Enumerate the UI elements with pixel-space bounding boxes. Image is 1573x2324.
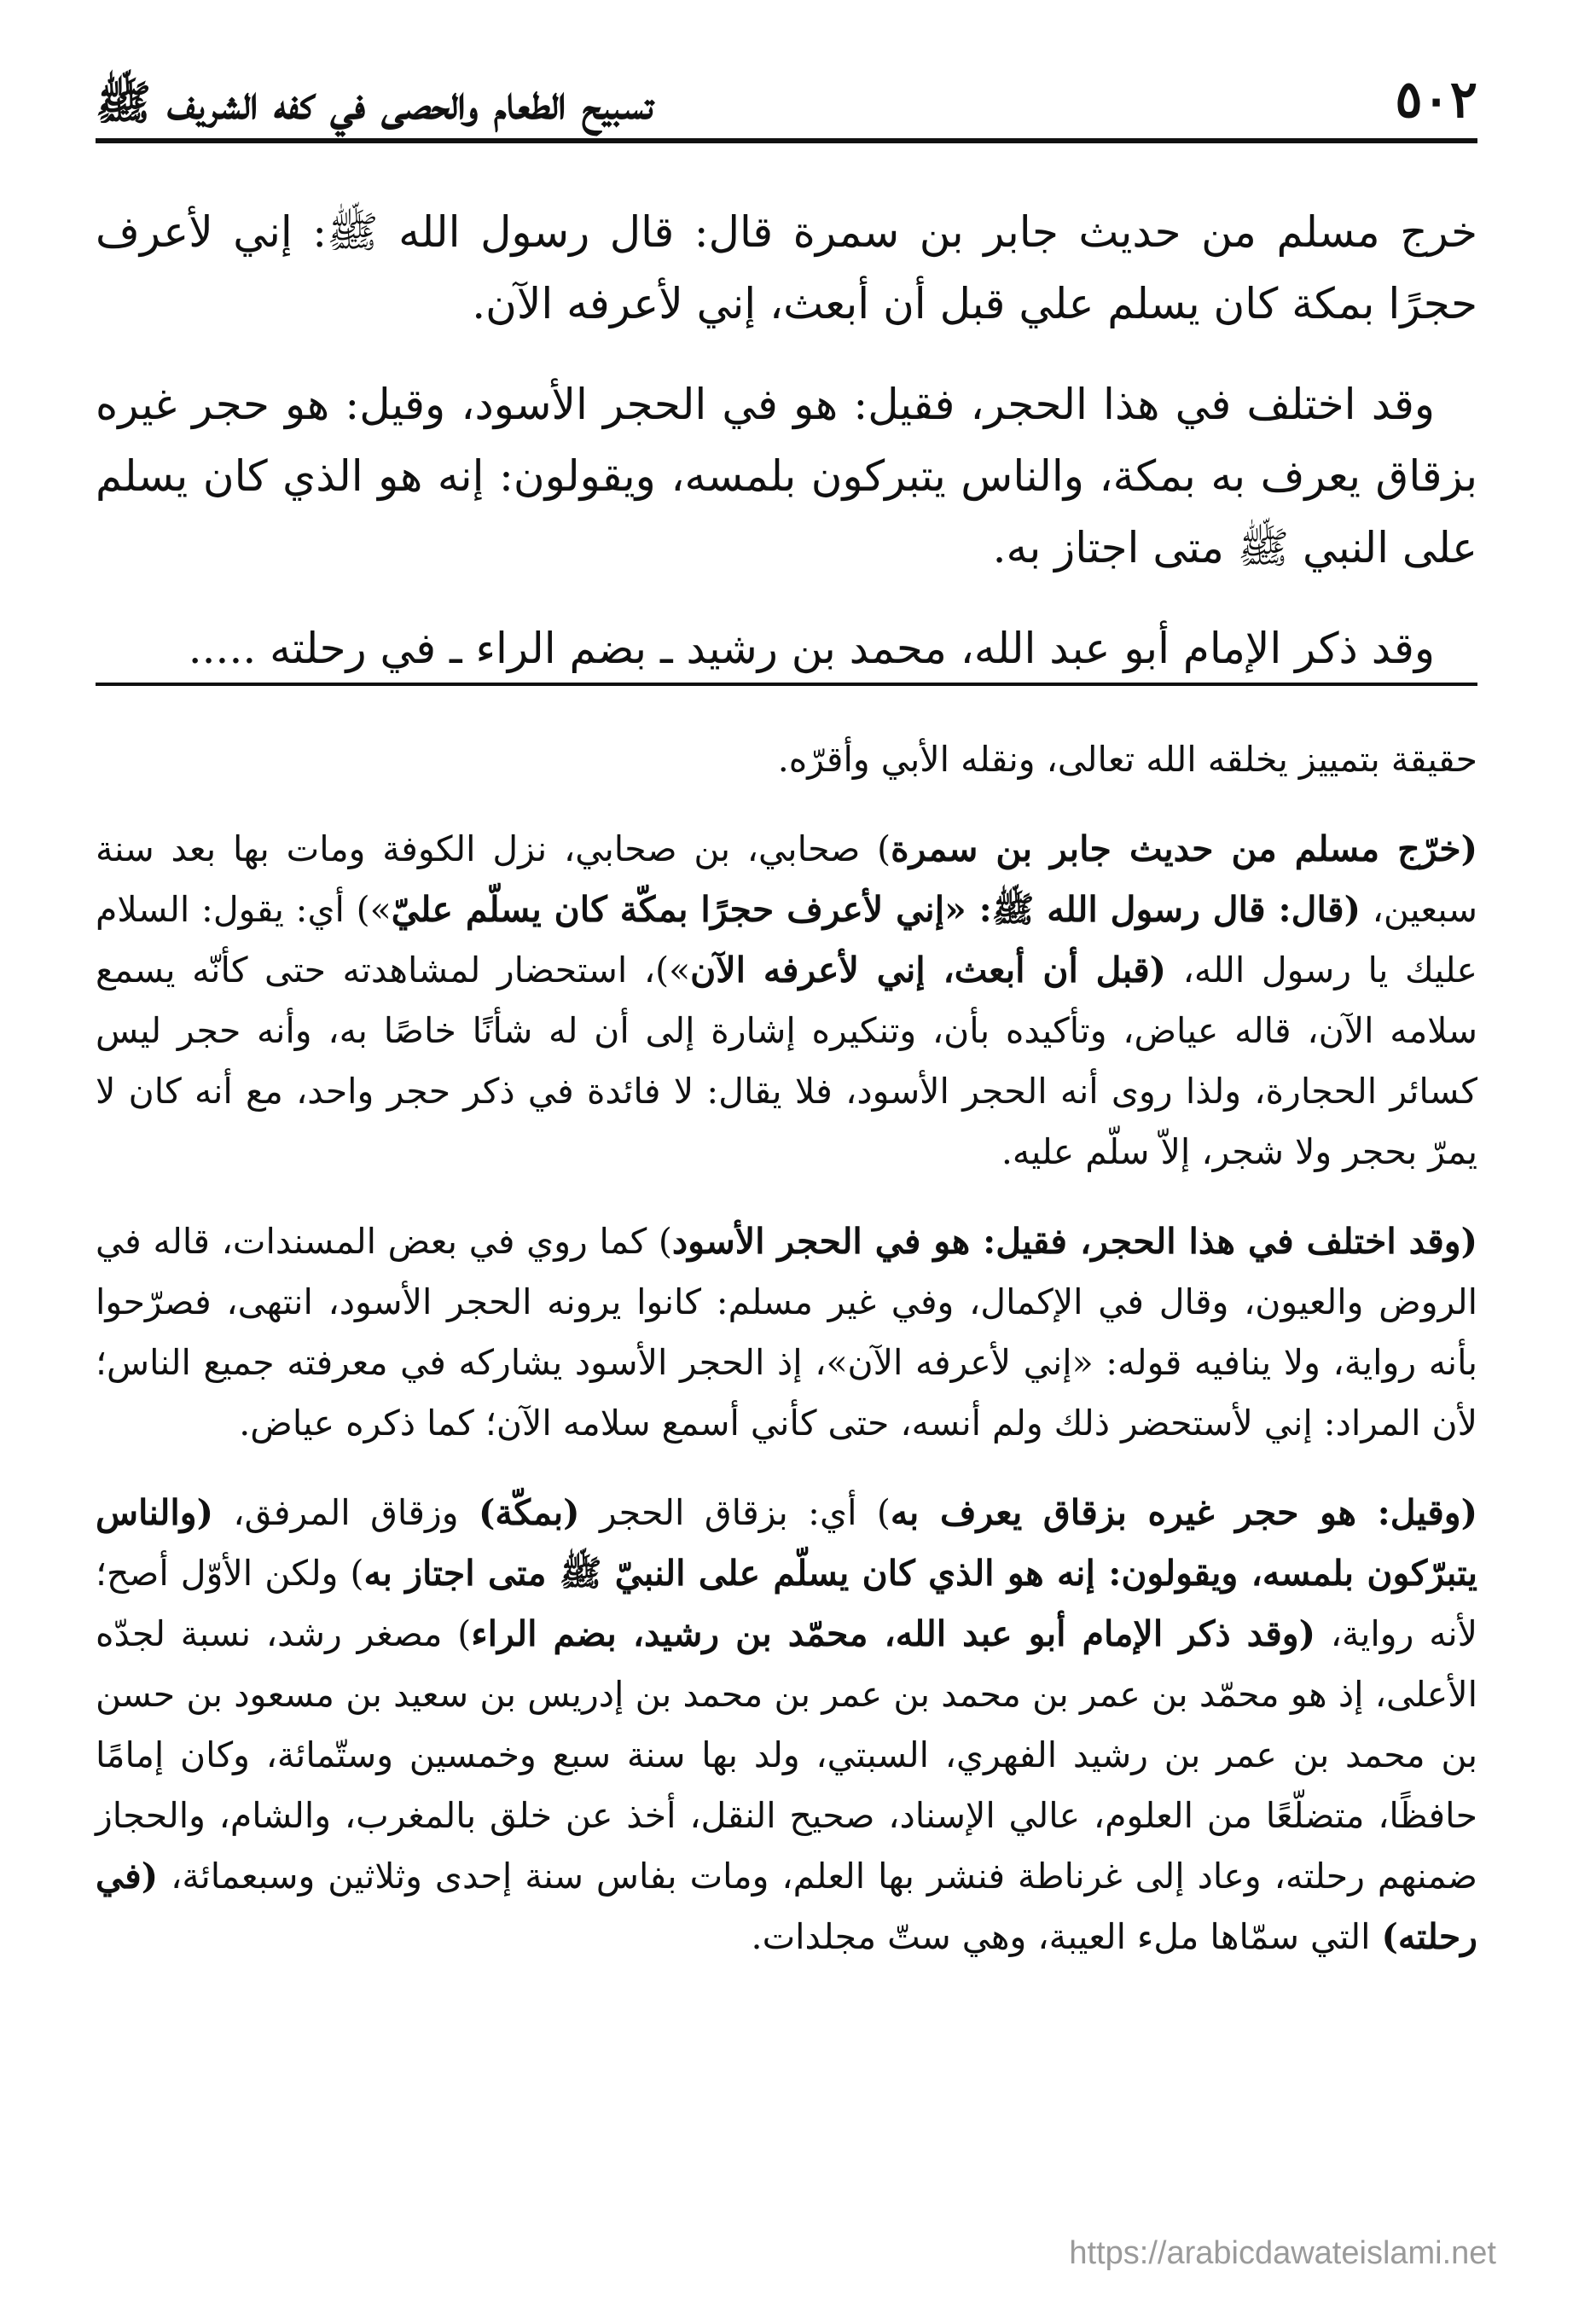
matn-paragraph: خرج مسلم من حديث جابر بن سمرة قال: قال رسول الله ﷺ: إني لأعرف حجرًا بمكة كان يسلم علي قبل أن أبعث، إني لأعرفه الآن. <box>96 207 1477 328</box>
matn-text <box>96 196 1477 684</box>
sharh-paragraph: حقيقة بتمييز يخلقه الله تعالى، ونقله الأبي وأقرّه. <box>777 739 1477 780</box>
watermark-url: https://arabicdawateislami.net <box>1069 2235 1496 2271</box>
commentary-text: ) صحابي، بن صحابي، نزل الكوفة ومات بها بعد سنة سبعين، <box>96 828 1477 930</box>
quoted-matn: (والناس يتبرّكون بلمسه، ويقولون: إنه هو الذي كان يسلّم على النبيّ ﷺ متى اجتاز به <box>96 1492 1477 1594</box>
commentary-text: ) أي: بزقاق الحجر <box>579 1492 891 1533</box>
quoted-matn: (في رحلته) <box>96 1856 1477 1957</box>
quoted-matn: (خرّج مسلم من حديث جابر بن سمرة <box>891 828 1477 869</box>
section-divider <box>96 683 1477 686</box>
running-title: تسبيح الطعام والحصى في كفه الشريف ﷺ <box>96 75 653 130</box>
quoted-matn: (بمكّة) <box>479 1492 580 1533</box>
commentary-text: ») أي: يقول: السلام عليك يا رسول الله، <box>96 889 1477 991</box>
matn-paragraph: وقد ذكر الإمام أبو عبد الله، محمد بن رشيد ـ بضم الراء ـ في رحلته ..... <box>188 624 1435 673</box>
commentary-text: »)، استحضار لمشاهدته حتى كأنّه يسمع سلامه الآن، قاله عياض، وتأكيده بأن، وتنكيره إشارة إلى أن له شأنًا خاصًا به، وأنه حجر ليس كسائر الحجارة، ولذا روى أنه الحجر الأسود، فلا يقال: لا فائدة في ذكر حجر واحد، مع أنه كان لا يمرّ بحجر ولا شجر، إلاّ سلّم عليه. <box>96 950 1477 1172</box>
commentary-text: ) كما روي في بعض المسندات، قاله في الروض والعيون، وقال في الإكمال، وفي غير مسلم: كانوا يرونه الحجر الأسود، انتهى، فصرّحوا بأنه رواية، ولا ينافيه قوله: «إني لأعرفه الآن»، إذ الحجر الأسود يشاركه في معرفته جميع الناس؛ لأن المراد: إني لأستحضر ذلك ولم أنسه، حتى كأني أسمع سلامه الآن؛ كما ذكره عياض. <box>96 1221 1477 1444</box>
commentary-text: وزقاق المرفق، <box>213 1492 479 1533</box>
commentary-text: ) مصغر رشد، نسبة لجدّه الأعلى، إذ هو محمّد بن عمر بن محمد بن عمر بن محمد بن إدريس بن سعيد بن مسعود بن حسن بن محمد بن عمر بن رشيد الفهري، السبتي، ولد بها سنة سبع وخمسين وستّمائة، وكان إمامًا حافظًا، متضلّعًا من العلوم، عالي الإسناد، صحيح النقل، أخذ عن خلق بالمغرب، والشام، والحجاز ضمنهم رحلته، وعاد إلى غرناطة فنشر بها العلم، ومات بفاس سنة إحدى وثلاثين وسبعمائة، <box>96 1613 1477 1897</box>
sharh-paragraph <box>96 1483 1477 1967</box>
page-number: ٥٠٢ <box>1395 70 1477 130</box>
quoted-matn: (قال: قال رسول الله ﷺ: «إني لأعرف حجرًا بمكّة كان يسلّم عليّ <box>391 889 1361 930</box>
matn-paragraph: وقد اختلف في هذا الحجر، فقيل: هو في الحجر الأسود، وقيل: هو حجر غيره بزقاق يعرف به بمكة، والناس يتبركون بلمسه، ويقولون: إنه هو الذي كان يسلم على النبي ﷺ متى اجتاز به. <box>96 380 1477 572</box>
sharh-commentary <box>96 729 1477 1996</box>
quoted-matn: (قبل أن أبعث، إني لأعرفه الآن <box>690 950 1167 991</box>
commentary-text: التي سمّاها ملء العيبة، وهي ستّ مجلدات. <box>751 1916 1382 1957</box>
quoted-matn: (وقيل: هو حجر غيره بزقاق يعرف به <box>890 1492 1477 1533</box>
quoted-matn: (وقد اختلف في هذا الحجر، فقيل: هو في الحجر الأسود <box>671 1221 1478 1262</box>
page-header <box>96 68 1477 143</box>
sharh-paragraph <box>96 1211 1477 1454</box>
sharh-paragraph <box>96 819 1477 1182</box>
quoted-matn: (وقد ذكر الإمام أبو عبد الله، محمّد بن رشيد، بضم الراء <box>471 1613 1315 1654</box>
commentary-text: ) ولكن الأوّل أصح؛ لأنه رواية، <box>96 1553 1477 1654</box>
